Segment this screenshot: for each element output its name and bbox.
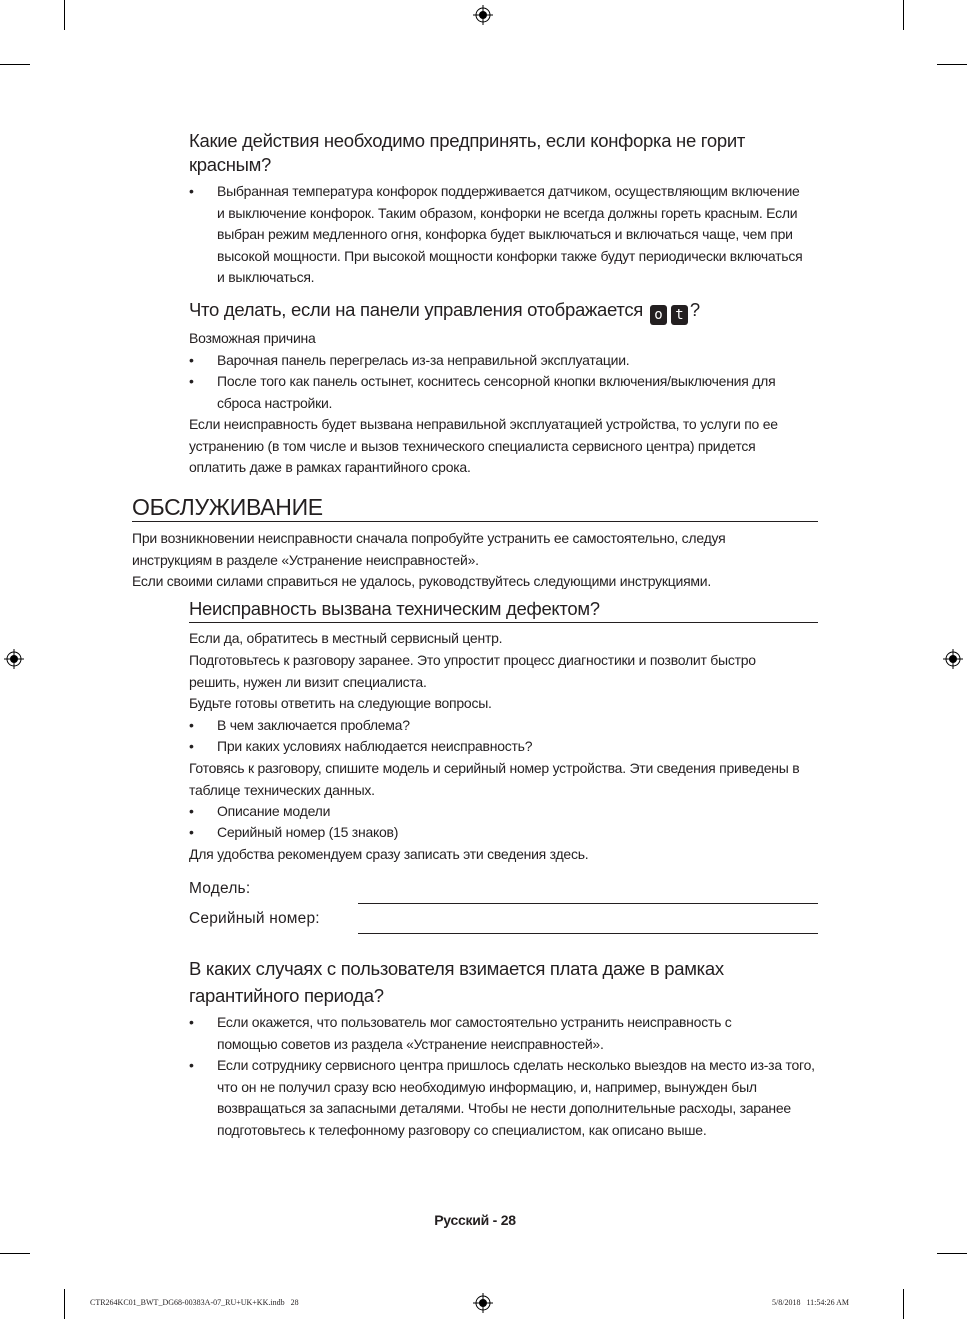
bullet-item: • Если окажется, что пользователь мог самостоятельно устранить неисправность с помощью советов из раздела «Устранение неисправностей». — [189, 1012, 819, 1055]
model-label: Модель: — [189, 880, 251, 897]
registration-mark-icon — [473, 5, 493, 25]
page-title: ОБСЛУЖИВАНИЕ — [132, 494, 323, 520]
bullet-item: • При каких условиях наблюдается неисправность? — [189, 736, 819, 758]
bullet-item: • Серийный номер (15 знаков) — [189, 822, 819, 844]
paragraph: Готовясь к разговору, спишите модель и серийный номер устройства. Эти сведения приведены в таблице технических данных. — [189, 760, 800, 798]
registration-mark-icon — [4, 649, 24, 669]
bullet-item: • Выбранная температура конфорок поддерживается датчиком, осуществляющим включение и выключение конфорок. Таким образом, конфорки не всегда должны гореть красным. Если выбран режим медленного огня, конфорка будет выключаться и включаться чаще, чем при высокой мощности. При высокой мощности конфорки также будут периодически включаться и выключаться. — [189, 181, 819, 289]
section-heading: Неисправность вызвана техническим дефектом? — [189, 598, 600, 619]
heading-text: Что делать, если на панели управления отображается — [189, 299, 644, 320]
crop-mark — [937, 1253, 967, 1254]
registration-mark-icon — [943, 649, 963, 669]
model-write-line[interactable] — [358, 903, 818, 904]
bullet-item: • После того как панель остынет, коснитесь сенсорной кнопки включения/выключения для сброса настройки. — [189, 371, 819, 414]
crop-mark — [64, 0, 65, 30]
divider — [189, 622, 818, 623]
paragraph: Для удобства рекомендуем сразу записать эти сведения здесь. — [189, 846, 589, 862]
print-file-name: CTR264KC01_BWT_DG68-00383A-07_RU+UK+KK.indb 28 — [90, 1298, 299, 1307]
paragraph: Подготовьтесь к разговору заранее. Это упростит процесс диагностики и позволит быстро решить, нужен ли визит специалиста. — [189, 652, 756, 690]
heading-end: ? — [689, 299, 700, 320]
crop-mark — [903, 0, 904, 30]
note-paragraph: Если неисправность будет вызвана неправильной эксплуатацией устройства, то услуги по ее устранению (в том числе и вызов технического специалиста сервисного центра) придется оплатить даже в рамках гарантийного срока. — [189, 416, 778, 476]
crop-mark — [0, 64, 30, 65]
paragraph: При возникновении неисправности сначала попробуйте устранить ее самостоятельно, следуя инструкциям в разделе «Устранение неисправностей». — [132, 530, 726, 568]
crop-mark — [903, 1289, 904, 1319]
section-heading — [189, 298, 829, 325]
paragraph: Если своими силами справиться не удалось, руководствуйтесь следующими инструкциями. — [132, 573, 711, 589]
bullet-item: • Варочная панель перегрелась из-за неправильной эксплуатации. — [189, 350, 819, 372]
crop-mark — [0, 1253, 30, 1254]
bullet-item: • Описание модели — [189, 801, 819, 823]
crop-mark — [64, 1289, 65, 1319]
display-t-icon: t — [671, 305, 688, 325]
crop-mark — [937, 64, 967, 65]
paragraph: Будьте готовы ответить на следующие вопросы. — [189, 695, 492, 711]
paragraph: Если да, обратитесь в местный сервисный центр. — [189, 630, 503, 646]
bullet-item: • Если сотруднику сервисного центра пришлось сделать несколько выездов на место из-за того, что он не получил сразу всю необходимую информацию, и, например, вынужден был возвращаться за запасными деталями. Чтобы не нести дополнительные расходы, заранее подготовьтесь к телефонному разговору со специалистом, как описано выше. — [189, 1055, 819, 1141]
cause-label: Возможная причина — [189, 330, 316, 346]
page-number: Русский - 28 — [434, 1212, 516, 1228]
registration-mark-icon — [473, 1293, 493, 1313]
divider — [132, 521, 818, 522]
section-heading: В каких случаях с пользователя взимается плата даже в рамках гарантийного периода? — [189, 958, 724, 1006]
serial-label: Серийный номер: — [189, 910, 320, 927]
display-o-icon: o — [650, 305, 667, 325]
print-timestamp: 5/8/2018 11:54:26 AM — [772, 1298, 850, 1307]
serial-write-line[interactable] — [358, 933, 818, 934]
bullet-item: • В чем заключается проблема? — [189, 715, 819, 737]
section-heading: Какие действия необходимо предпринять, если конфорка не горит красным? — [189, 130, 746, 175]
